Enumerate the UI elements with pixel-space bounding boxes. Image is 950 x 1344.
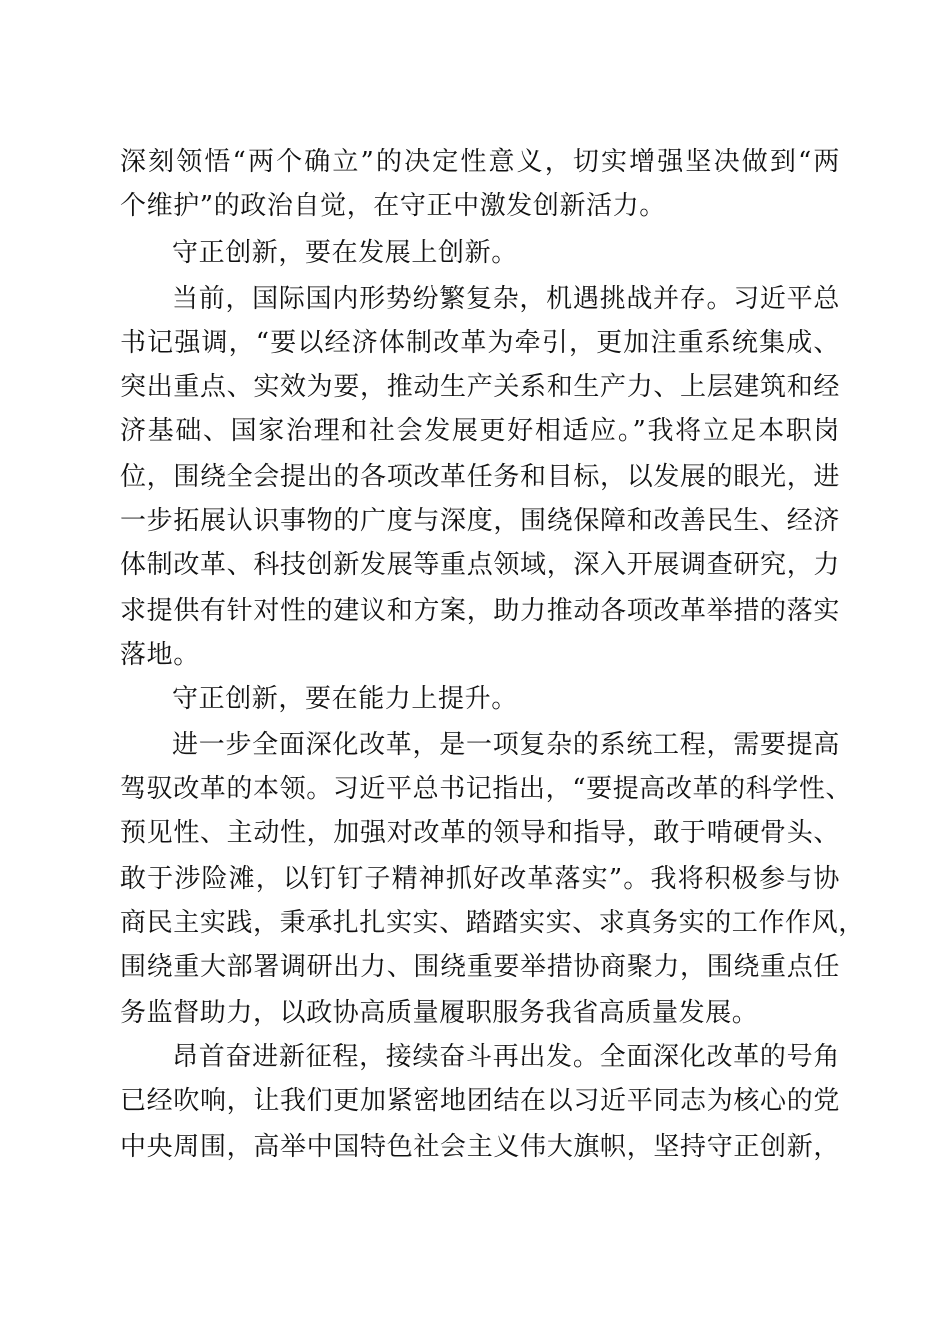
text-line: 落地。 <box>120 640 200 670</box>
text-line: 务监督助力，以政协高质量履职服务我省高质量发展。 <box>120 998 759 1028</box>
text-line: 商民主实践，秉承扎扎实实、踏踏实实、求真务实的工作作风， <box>120 908 865 938</box>
text-line: 济基础、国家治理和社会发展更好相适应。”我将立足本职岗 <box>120 416 840 446</box>
text-line: 昂首奋进新征程，接续奋斗再出发。全面深化改革的号角 <box>172 1042 840 1072</box>
text-line: 个维护”的政治自觉，在守正中激发创新活力。 <box>120 191 666 221</box>
text-line: 敢于涉险滩，以钉钉子精神抓好改革落实”。我将积极参与协 <box>120 864 840 894</box>
text-line: 围绕重大部署调研出力、围绕重要举措协商聚力，围绕重点任 <box>120 952 840 982</box>
text-line: 深刻领悟“两个确立”的决定性意义，切实增强坚决做到“两 <box>120 147 840 177</box>
text-line: 当前，国际国内形势纷繁复杂，机遇挑战并存。习近平总 <box>172 284 840 314</box>
text-line: 突出重点、实效为要，推动生产关系和生产力、上层建筑和经 <box>120 372 840 402</box>
text-line: 已经吹响，让我们更加紧密地团结在以习近平同志为核心的党 <box>120 1086 840 1116</box>
section-heading: 守正创新，要在发展上创新。 <box>172 238 518 268</box>
section-heading: 守正创新，要在能力上提升。 <box>172 684 518 714</box>
text-line: 中央周围，高举中国特色社会主义伟大旗帜，坚持守正创新， <box>120 1132 840 1162</box>
text-line: 一步拓展认识事物的广度与深度，围绕保障和改善民生、经济 <box>120 506 840 536</box>
text-line: 书记强调，“要以经济体制改革为牵引，更加注重系统集成、 <box>120 328 840 358</box>
text-line: 进一步全面深化改革，是一项复杂的系统工程，需要提高 <box>172 730 840 760</box>
text-line: 驾驭改革的本领。习近平总书记指出，“要提高改革的科学性、 <box>120 774 853 804</box>
text-line: 位，围绕全会提出的各项改革任务和目标，以发展的眼光，进 <box>120 462 840 492</box>
text-line: 求提供有针对性的建议和方案，助力推动各项改革举措的落实 <box>120 596 840 626</box>
text-line: 预见性、主动性，加强对改革的领导和指导，敢于啃硬骨头、 <box>120 818 840 848</box>
text-line: 体制改革、科技创新发展等重点领域，深入开展调查研究，力 <box>120 550 840 580</box>
